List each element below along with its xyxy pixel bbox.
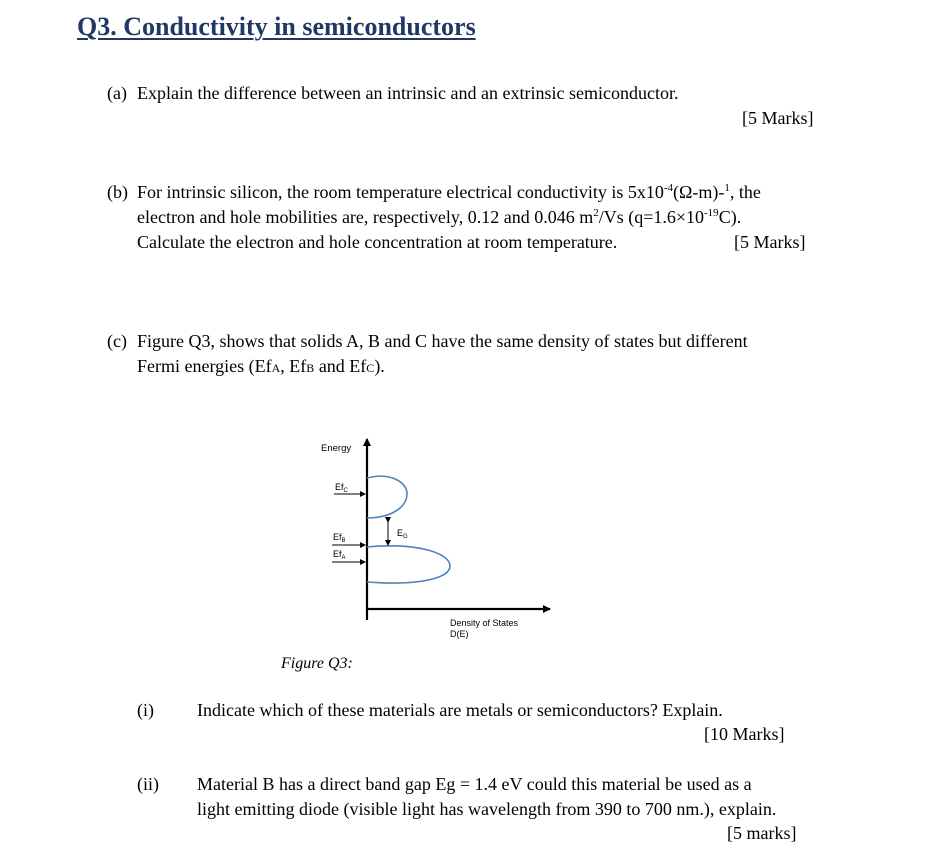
energy-axis-label: Energy [321,443,352,454]
part-c-label: (c) [107,331,127,351]
efa-label: $Ef_A$ [333,549,346,561]
sub-ii-label: (ii) [137,774,159,794]
part-a-label: (a) [107,83,127,103]
part-b-marks: [5 Marks] [734,232,806,252]
part-b-label: (b) [107,182,128,202]
dos-axis-label-line2: D(E) [450,629,469,639]
part-c-line2: Fermi energies (EfA, EfB and EfC). [137,356,385,376]
sub-ii-line2: light emitting diode (visible light has wavelength from 390 to 700 nm.), explain. [197,799,777,819]
part-b-line3: Calculate the electron and hole concentration at room temperature. [137,232,618,252]
part-c-line1: Figure Q3, shows that solids A, B and C have the same density of states but different [137,331,748,351]
question-title: Q3. Conductivity in semiconductors [77,12,476,41]
figure-caption: Figure Q3: [281,655,353,672]
density-of-states-figure [300,430,570,650]
part-b-line1: For intrinsic silicon, the room temperature electrical conductivity is $5x10^{-4}(\Omega-m)-^1$, the [137,182,761,202]
sub-i-label: (i) [137,700,154,720]
part-a-marks: [5 Marks] [742,108,814,128]
dos-axis-label-line1: Density of States [450,618,519,628]
sub-i-marks: [10 Marks] [704,724,785,744]
part-a-text: Explain the difference between an intrinsic and an extrinsic semiconductor. [137,83,679,103]
efb-label: $Ef_B$ [333,532,346,544]
sub-ii-line1: Material B has a direct band gap Eg = 1.4 eV could this material be used as a [197,774,752,794]
part-b-line2: electron and hole mobilities are, respectively, 0.12 and 0.046 $m^2/Vs$ $(q=1.6\times 10^{-19}C)$. [137,207,742,227]
efc-label: $Ef_C$ [335,482,348,494]
band-gap-label: $E_G$ [397,528,408,540]
sub-ii-marks: [5 marks] [727,823,797,843]
conduction-band-curve [367,476,407,518]
sub-i-text: Indicate which of these materials are metals or semiconductors? Explain. [197,700,723,720]
valence-band-curve [367,546,450,583]
